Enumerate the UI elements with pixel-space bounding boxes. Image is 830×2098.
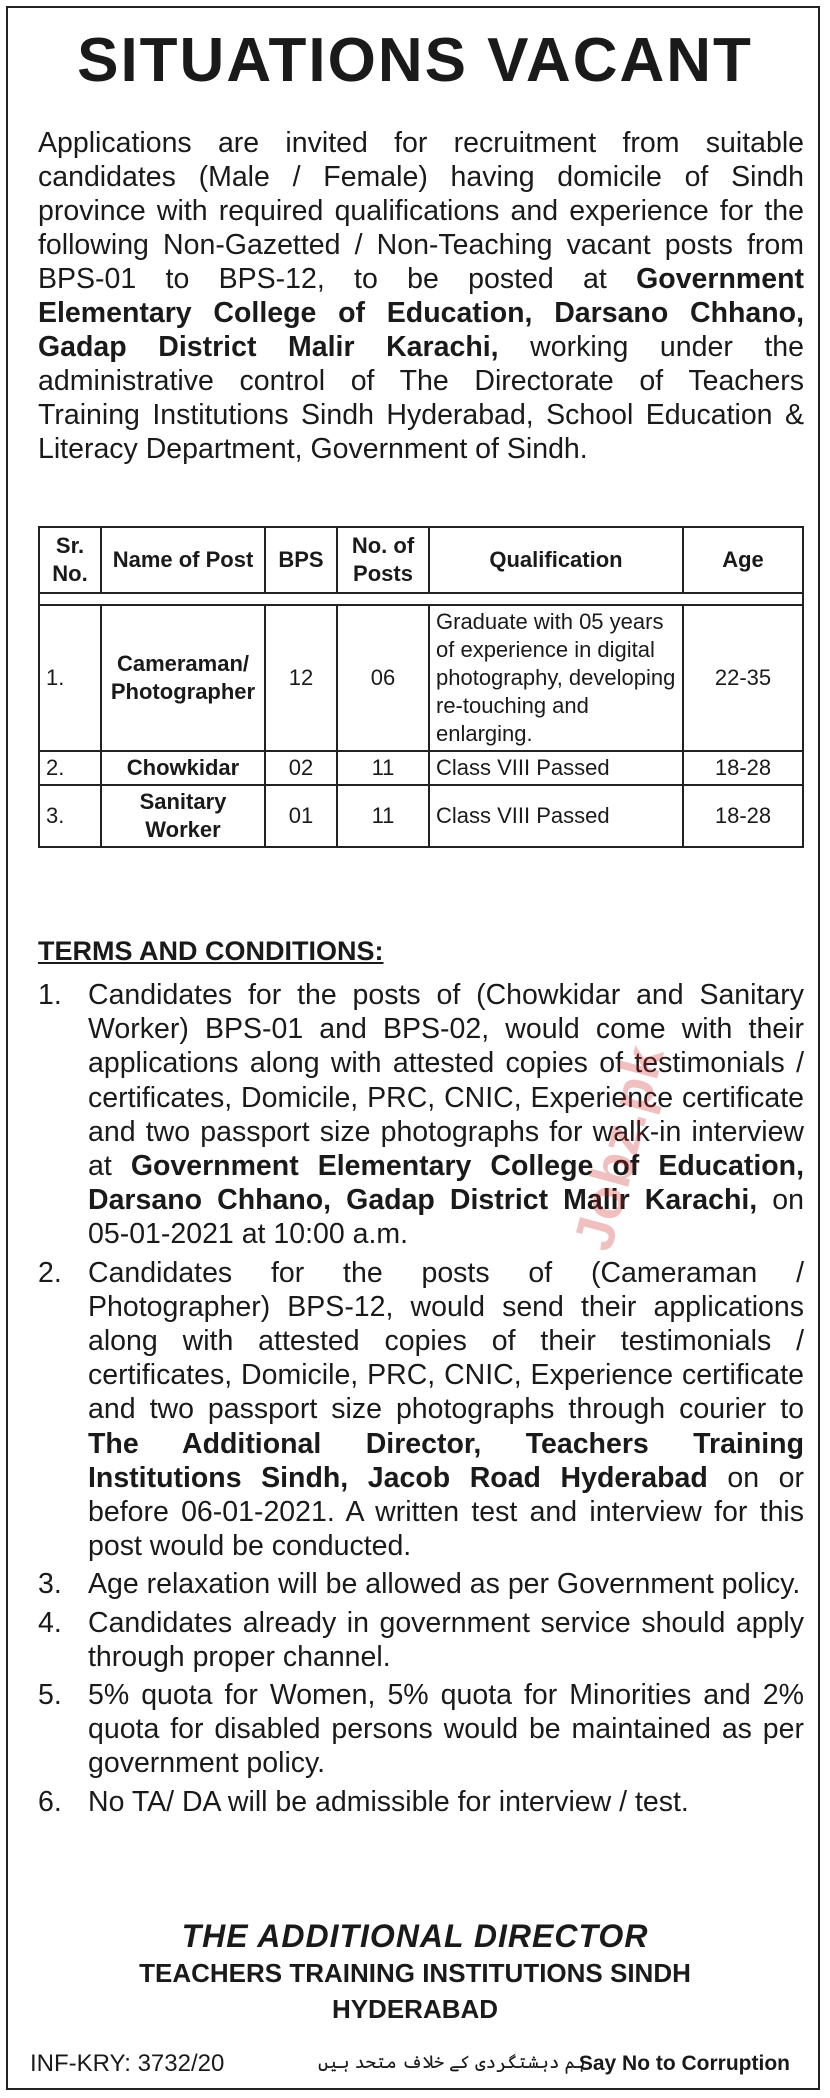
cell-post: Cameraman/ Photographer: [101, 605, 265, 751]
header-sr: Sr. No.: [39, 527, 101, 593]
item-bold-text: Government Elementary College of Education, Darsano Chhano, Gadap District Malir Karachi,: [88, 1150, 804, 1217]
list-item: [38, 1567, 804, 1601]
list-item: [38, 1256, 804, 1564]
item-bold-text: The Additional Director, Teachers Training Institutions Sindh, Jacob Road Hyderabad: [88, 1427, 804, 1494]
table-header-row: [39, 527, 803, 593]
cell-bps: 12: [265, 605, 337, 751]
item-number: 1.: [38, 979, 62, 1011]
header-posts: No. of Posts: [337, 527, 429, 593]
list-item: [38, 1785, 804, 1819]
cell-posts: 11: [337, 751, 429, 785]
cell-sr: 2.: [39, 751, 101, 785]
item-text: Candidates for the posts of (Cameraman / Photographer) BPS-12, would send their applications along with attested copies of their testimonials / certificates, Domicile, PRC, CNIC, Experience certificate and two passport size photographs through courier to: [88, 1256, 804, 1426]
item-number: 4.: [38, 1606, 62, 1639]
cell-age: 22-35: [683, 605, 803, 751]
cell-qualification: Class VIII Passed: [429, 785, 683, 847]
vacancy-table: [38, 526, 804, 848]
list-item: [38, 1606, 804, 1674]
header-post: Name of Post: [101, 527, 265, 593]
intro-text-end: working under the administrative control of The Directorate of Teachers Training Institutions Sindh Hyderabad, School Education & Literacy Department, Government of Sindh.: [38, 331, 804, 465]
item-text-end: on or before 06-01-2021. A written test and interview for this post would be conducted.: [88, 1461, 804, 1563]
item-number: 6.: [38, 1785, 62, 1818]
table-row: [39, 751, 803, 785]
signature-title: THE ADDITIONAL DIRECTOR: [181, 1918, 649, 1954]
cell-posts: 06: [337, 605, 429, 751]
page-title: SITUATIONS VACANT: [77, 26, 753, 95]
cell-sr: 3.: [39, 785, 101, 847]
list-item: [38, 978, 804, 1252]
corruption-slogan: Say No to Corruption: [578, 2052, 790, 2075]
intro-paragraph: [38, 126, 804, 466]
header-qualification: Qualification: [429, 527, 683, 593]
watermark-text: Jobz.pk: [560, 1038, 676, 1257]
reference-number: INF-KRY: 3732/20: [30, 2050, 225, 2077]
table-row: [39, 785, 803, 847]
cell-qualification: Graduate with 05 years of experience in digital photography, developing re-touching and enlarging.: [429, 605, 683, 751]
item-text: No TA/ DA will be admissible for interview / test.: [88, 1785, 689, 1818]
item-text: Age relaxation will be allowed as per Government policy.: [88, 1568, 801, 1601]
item-text-end: on 05-01-2021 at 10:00 a.m.: [88, 1184, 804, 1251]
item-text: Candidates already in government service should apply through proper channel.: [88, 1606, 804, 1673]
header-age: Age: [683, 527, 803, 593]
cell-age: 18-28: [683, 751, 803, 785]
item-number: 2.: [38, 1256, 62, 1289]
header-bps: BPS: [265, 527, 337, 593]
cell-post: Sanitary Worker: [101, 785, 265, 847]
urdu-slogan: ہم دہشتگردی کے خلاف متحد ہیں: [318, 2052, 586, 2072]
list-item: [38, 1678, 804, 1781]
terms-heading: TERMS AND CONDITIONS:: [38, 936, 384, 966]
cell-qualification: Class VIII Passed: [429, 751, 683, 785]
item-text: 5% quota for Women, 5% quota for Minorities and 2% quota for disabled persons would be maintained as per government policy.: [88, 1679, 804, 1780]
signature-org: TEACHERS TRAINING INSTITUTIONS SINDH: [139, 1958, 691, 1988]
intro-bold-text: Government Elementary College of Education, Darsano Chhano, Gadap District Malir Karachi,: [38, 263, 804, 363]
cell-sr: 1.: [39, 605, 101, 751]
cell-post: Chowkidar: [101, 751, 265, 785]
signature-city: HYDERABAD: [331, 1994, 499, 2024]
item-number: 3.: [38, 1568, 62, 1601]
cell-age: 18-28: [683, 785, 803, 847]
table-row: [39, 605, 803, 751]
intro-text: Applications are invited for recruitment from suitable candidates (Male / Female) having domicile of Sindh province with required qualifications and experience for the following Non-Gazetted / Non-Teaching vacant posts from BPS-01 to BPS-12, to be posted at: [38, 127, 804, 295]
terms-list: [38, 978, 804, 1823]
item-number: 5.: [38, 1679, 62, 1712]
cell-posts: 11: [337, 785, 429, 847]
item-text: Candidates for the posts of (Chowkidar and Sanitary Worker) BPS-01 and BPS-02, would come with their applications along with attested copies of testimonials / certificates, Domicile, PRC, CNIC, Experience certificate and two passport size photographs for walk-in interview at: [88, 979, 804, 1183]
cell-bps: 02: [265, 751, 337, 785]
cell-bps: 01: [265, 785, 337, 847]
